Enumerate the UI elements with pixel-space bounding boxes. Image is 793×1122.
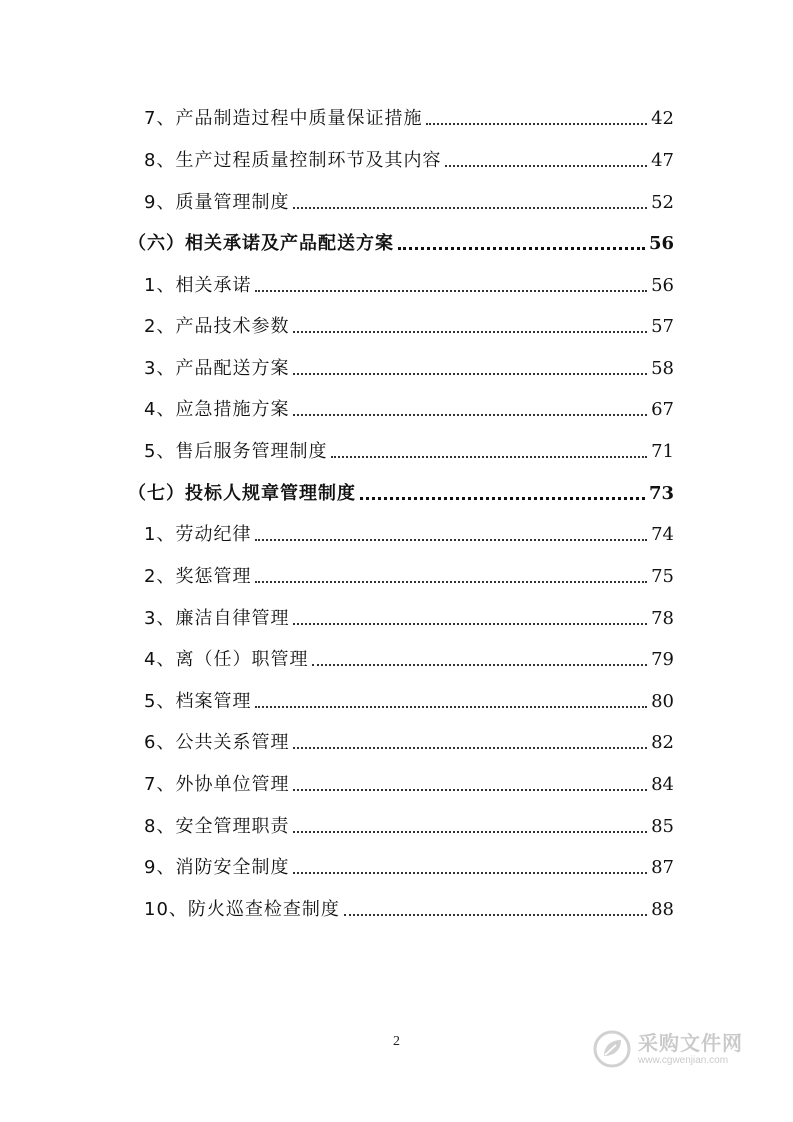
toc-section-label: （七）投标人规章管理制度 xyxy=(128,483,356,504)
toc-entry[interactable] xyxy=(144,436,674,464)
toc-leader-dots xyxy=(293,747,647,749)
watermark xyxy=(592,1026,762,1072)
toc-entry[interactable] xyxy=(144,603,674,631)
toc-leader-dots xyxy=(293,331,647,333)
toc-leader-dots xyxy=(293,207,647,209)
toc-entry[interactable] xyxy=(144,145,674,173)
toc-entry-label: 3、廉洁自律管理 xyxy=(144,608,290,629)
toc-entry-page: 71 xyxy=(651,441,674,462)
watermark-name: 采购文件网 xyxy=(638,1030,743,1055)
toc-section-entry[interactable] xyxy=(128,228,674,256)
toc-entry-label: 7、产品制造过程中质量保证措施 xyxy=(144,108,423,129)
toc-entry-label: 10、防火巡查检查制度 xyxy=(144,899,340,920)
toc-leader-dots xyxy=(293,789,647,791)
toc-entry-label: 3、产品配送方案 xyxy=(144,358,290,379)
toc-entry-label: 1、劳动纪律 xyxy=(144,524,252,545)
toc-leader-dots xyxy=(360,497,645,500)
toc-entry-label: 5、售后服务管理制度 xyxy=(144,441,328,462)
toc-section-page: 73 xyxy=(648,483,674,504)
toc-entry-page: 42 xyxy=(651,108,674,129)
toc-leader-dots xyxy=(293,373,647,375)
toc-entry-label: 5、档案管理 xyxy=(144,691,252,712)
toc-entry-page: 75 xyxy=(651,566,674,587)
toc-leader-dots xyxy=(293,414,647,416)
toc-entry-label: 7、外协单位管理 xyxy=(144,774,290,795)
toc-entry-page: 58 xyxy=(651,358,674,379)
toc-entry-page: 84 xyxy=(651,774,674,795)
toc-leader-dots xyxy=(344,914,647,916)
toc-entry[interactable] xyxy=(144,686,674,714)
toc-entry-page: 85 xyxy=(651,816,674,837)
toc-leader-dots xyxy=(293,872,647,874)
leaf-logo-icon xyxy=(592,1029,632,1069)
page-number: 2 xyxy=(393,1034,400,1049)
toc-entry[interactable] xyxy=(144,811,674,839)
toc-entry-page: 82 xyxy=(651,732,674,753)
toc-entry-page: 74 xyxy=(651,524,674,545)
toc-entry-page: 47 xyxy=(651,150,674,171)
toc-entry[interactable] xyxy=(144,353,674,381)
toc-entry-page: 57 xyxy=(651,316,674,337)
toc-entry-page: 67 xyxy=(651,399,674,420)
toc-leader-dots xyxy=(255,581,647,583)
toc-entry-page: 88 xyxy=(651,899,674,920)
toc-entry-page: 52 xyxy=(651,192,674,213)
watermark-text xyxy=(638,1030,743,1066)
toc-leader-dots xyxy=(255,539,647,541)
toc-entry[interactable] xyxy=(144,727,674,755)
toc-entry[interactable] xyxy=(144,519,674,547)
toc-section-entry[interactable] xyxy=(128,478,674,506)
toc-entry[interactable] xyxy=(144,187,674,215)
toc-leader-dots xyxy=(398,247,645,250)
toc-entry-label: 9、消防安全制度 xyxy=(144,857,290,878)
toc-leader-dots xyxy=(255,290,647,292)
toc-leader-dots xyxy=(293,623,647,625)
toc-entry[interactable] xyxy=(144,394,674,422)
toc-entry-page: 79 xyxy=(651,649,674,670)
toc-entry-page: 80 xyxy=(651,691,674,712)
toc-leader-dots xyxy=(312,664,647,666)
toc-section-page: 56 xyxy=(648,233,674,254)
toc-leader-dots xyxy=(426,123,647,125)
toc-entry-page: 87 xyxy=(651,857,674,878)
toc-entry[interactable] xyxy=(144,644,674,672)
toc-leader-dots xyxy=(445,165,647,167)
toc-entry[interactable] xyxy=(144,270,674,298)
toc-entry[interactable] xyxy=(144,311,674,339)
toc-entry-label: 9、质量管理制度 xyxy=(144,192,290,213)
toc-entry[interactable] xyxy=(144,894,674,922)
toc-entry-label: 8、生产过程质量控制环节及其内容 xyxy=(144,150,442,171)
toc-entry-label: 4、离（任）职管理 xyxy=(144,649,309,670)
toc-entry-label: 2、奖惩管理 xyxy=(144,566,252,587)
toc-entry-label: 1、相关承诺 xyxy=(144,275,252,296)
toc-entry-label: 6、公共关系管理 xyxy=(144,732,290,753)
watermark-url: www.cgwenjian.com xyxy=(638,1054,729,1066)
toc-entry[interactable] xyxy=(144,769,674,797)
toc-leader-dots xyxy=(293,831,647,833)
toc-entry[interactable] xyxy=(144,103,674,131)
toc-section-label: （六）相关承诺及产品配送方案 xyxy=(128,233,394,254)
toc-entry-label: 8、安全管理职责 xyxy=(144,816,290,837)
toc-entry[interactable] xyxy=(144,852,674,880)
toc-entry-label: 2、产品技术参数 xyxy=(144,316,290,337)
toc-entry-page: 78 xyxy=(651,608,674,629)
toc-leader-dots xyxy=(255,706,647,708)
toc-entry-label: 4、应急措施方案 xyxy=(144,399,290,420)
toc-entry-page: 56 xyxy=(651,275,674,296)
toc-leader-dots xyxy=(331,456,647,458)
toc-entry[interactable] xyxy=(144,561,674,589)
